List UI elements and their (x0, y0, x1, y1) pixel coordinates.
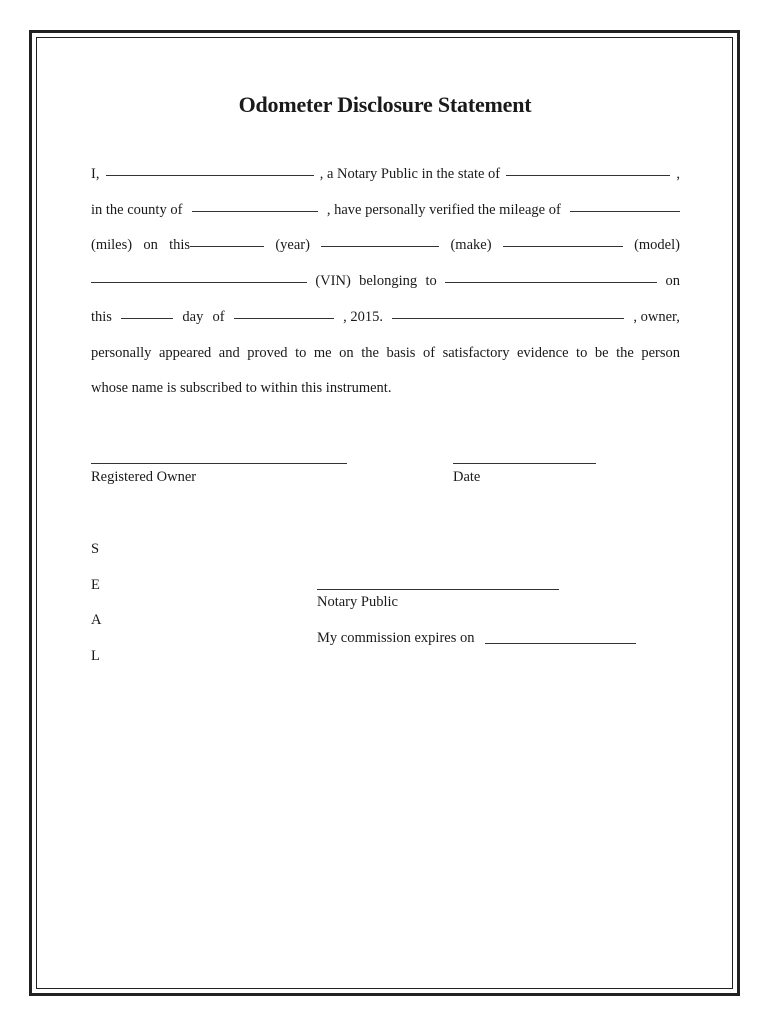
document-title: Odometer Disclosure Statement (238, 92, 532, 117)
year-field[interactable] (321, 245, 439, 247)
line3-text-5: (make) (450, 237, 492, 253)
paragraph-line-2 (91, 202, 680, 219)
line3-text-4: (year) (275, 237, 310, 253)
paragraph-line-5 (91, 309, 680, 326)
county-field[interactable] (192, 210, 318, 212)
seal-letter-s: S (91, 541, 100, 557)
line3-text-6: (model) (634, 237, 680, 253)
commission-label: My commission expires on (317, 630, 475, 646)
line1-text-1: I, (91, 166, 100, 182)
paragraph-line-4 (91, 273, 680, 290)
line3-text-1: (miles) (91, 237, 133, 253)
notary-signature-line[interactable] (317, 589, 559, 590)
make-field[interactable] (503, 245, 623, 247)
date-label: Date (453, 469, 481, 485)
paragraph-line-6 (91, 345, 680, 362)
line4-text-1: (VIN) (315, 273, 351, 289)
line4-text-4: on (665, 273, 680, 289)
owner-name-field[interactable] (392, 317, 624, 319)
line5-text-1: this (91, 309, 112, 325)
registered-owner-label: Registered Owner (91, 469, 197, 485)
seal-letter-l: L (91, 648, 100, 664)
date-signature-line[interactable] (453, 463, 596, 464)
seal-letter-a: A (91, 612, 102, 628)
model-field[interactable] (91, 281, 307, 283)
vin-owner-field[interactable] (445, 281, 657, 283)
line2-text-1: in the county of (91, 202, 183, 218)
registered-owner-signature-line[interactable] (91, 463, 347, 464)
line5-text-2: day (182, 309, 204, 325)
line5-text-4: , 2015. (343, 309, 383, 325)
paragraph-line-3 (91, 237, 680, 254)
line3-text-2: on (143, 237, 158, 253)
state-field[interactable] (506, 174, 670, 176)
month-field[interactable] (234, 317, 334, 319)
paragraph-line-1 (91, 166, 680, 183)
line3-text-3: this (169, 237, 191, 253)
line7-text: whose name is subscribed to within this instrument. (91, 380, 392, 396)
paragraph-line-7 (91, 380, 680, 397)
line5-text-5: , owner, (633, 309, 680, 325)
line6-text: personally appeared and proved to me on the basis of satisfactory evidence to be the person (91, 345, 680, 361)
commission-expiry-field[interactable] (485, 643, 636, 644)
line4-text-3: to (425, 273, 437, 289)
day-field[interactable] (121, 317, 173, 319)
line2-text-2: , have personally verified the mileage of (326, 202, 561, 218)
notary-name-field[interactable] (106, 174, 314, 176)
line1-text-3: , (676, 166, 680, 182)
notary-public-label: Notary Public (317, 594, 398, 610)
mileage-field[interactable] (570, 210, 680, 212)
date-this-field[interactable] (190, 245, 264, 247)
line4-text-2: belonging (359, 273, 418, 289)
seal-letter-e: E (91, 577, 100, 593)
line5-text-3: of (212, 309, 225, 325)
line1-text-2: , a Notary Public in the state of (319, 166, 501, 182)
